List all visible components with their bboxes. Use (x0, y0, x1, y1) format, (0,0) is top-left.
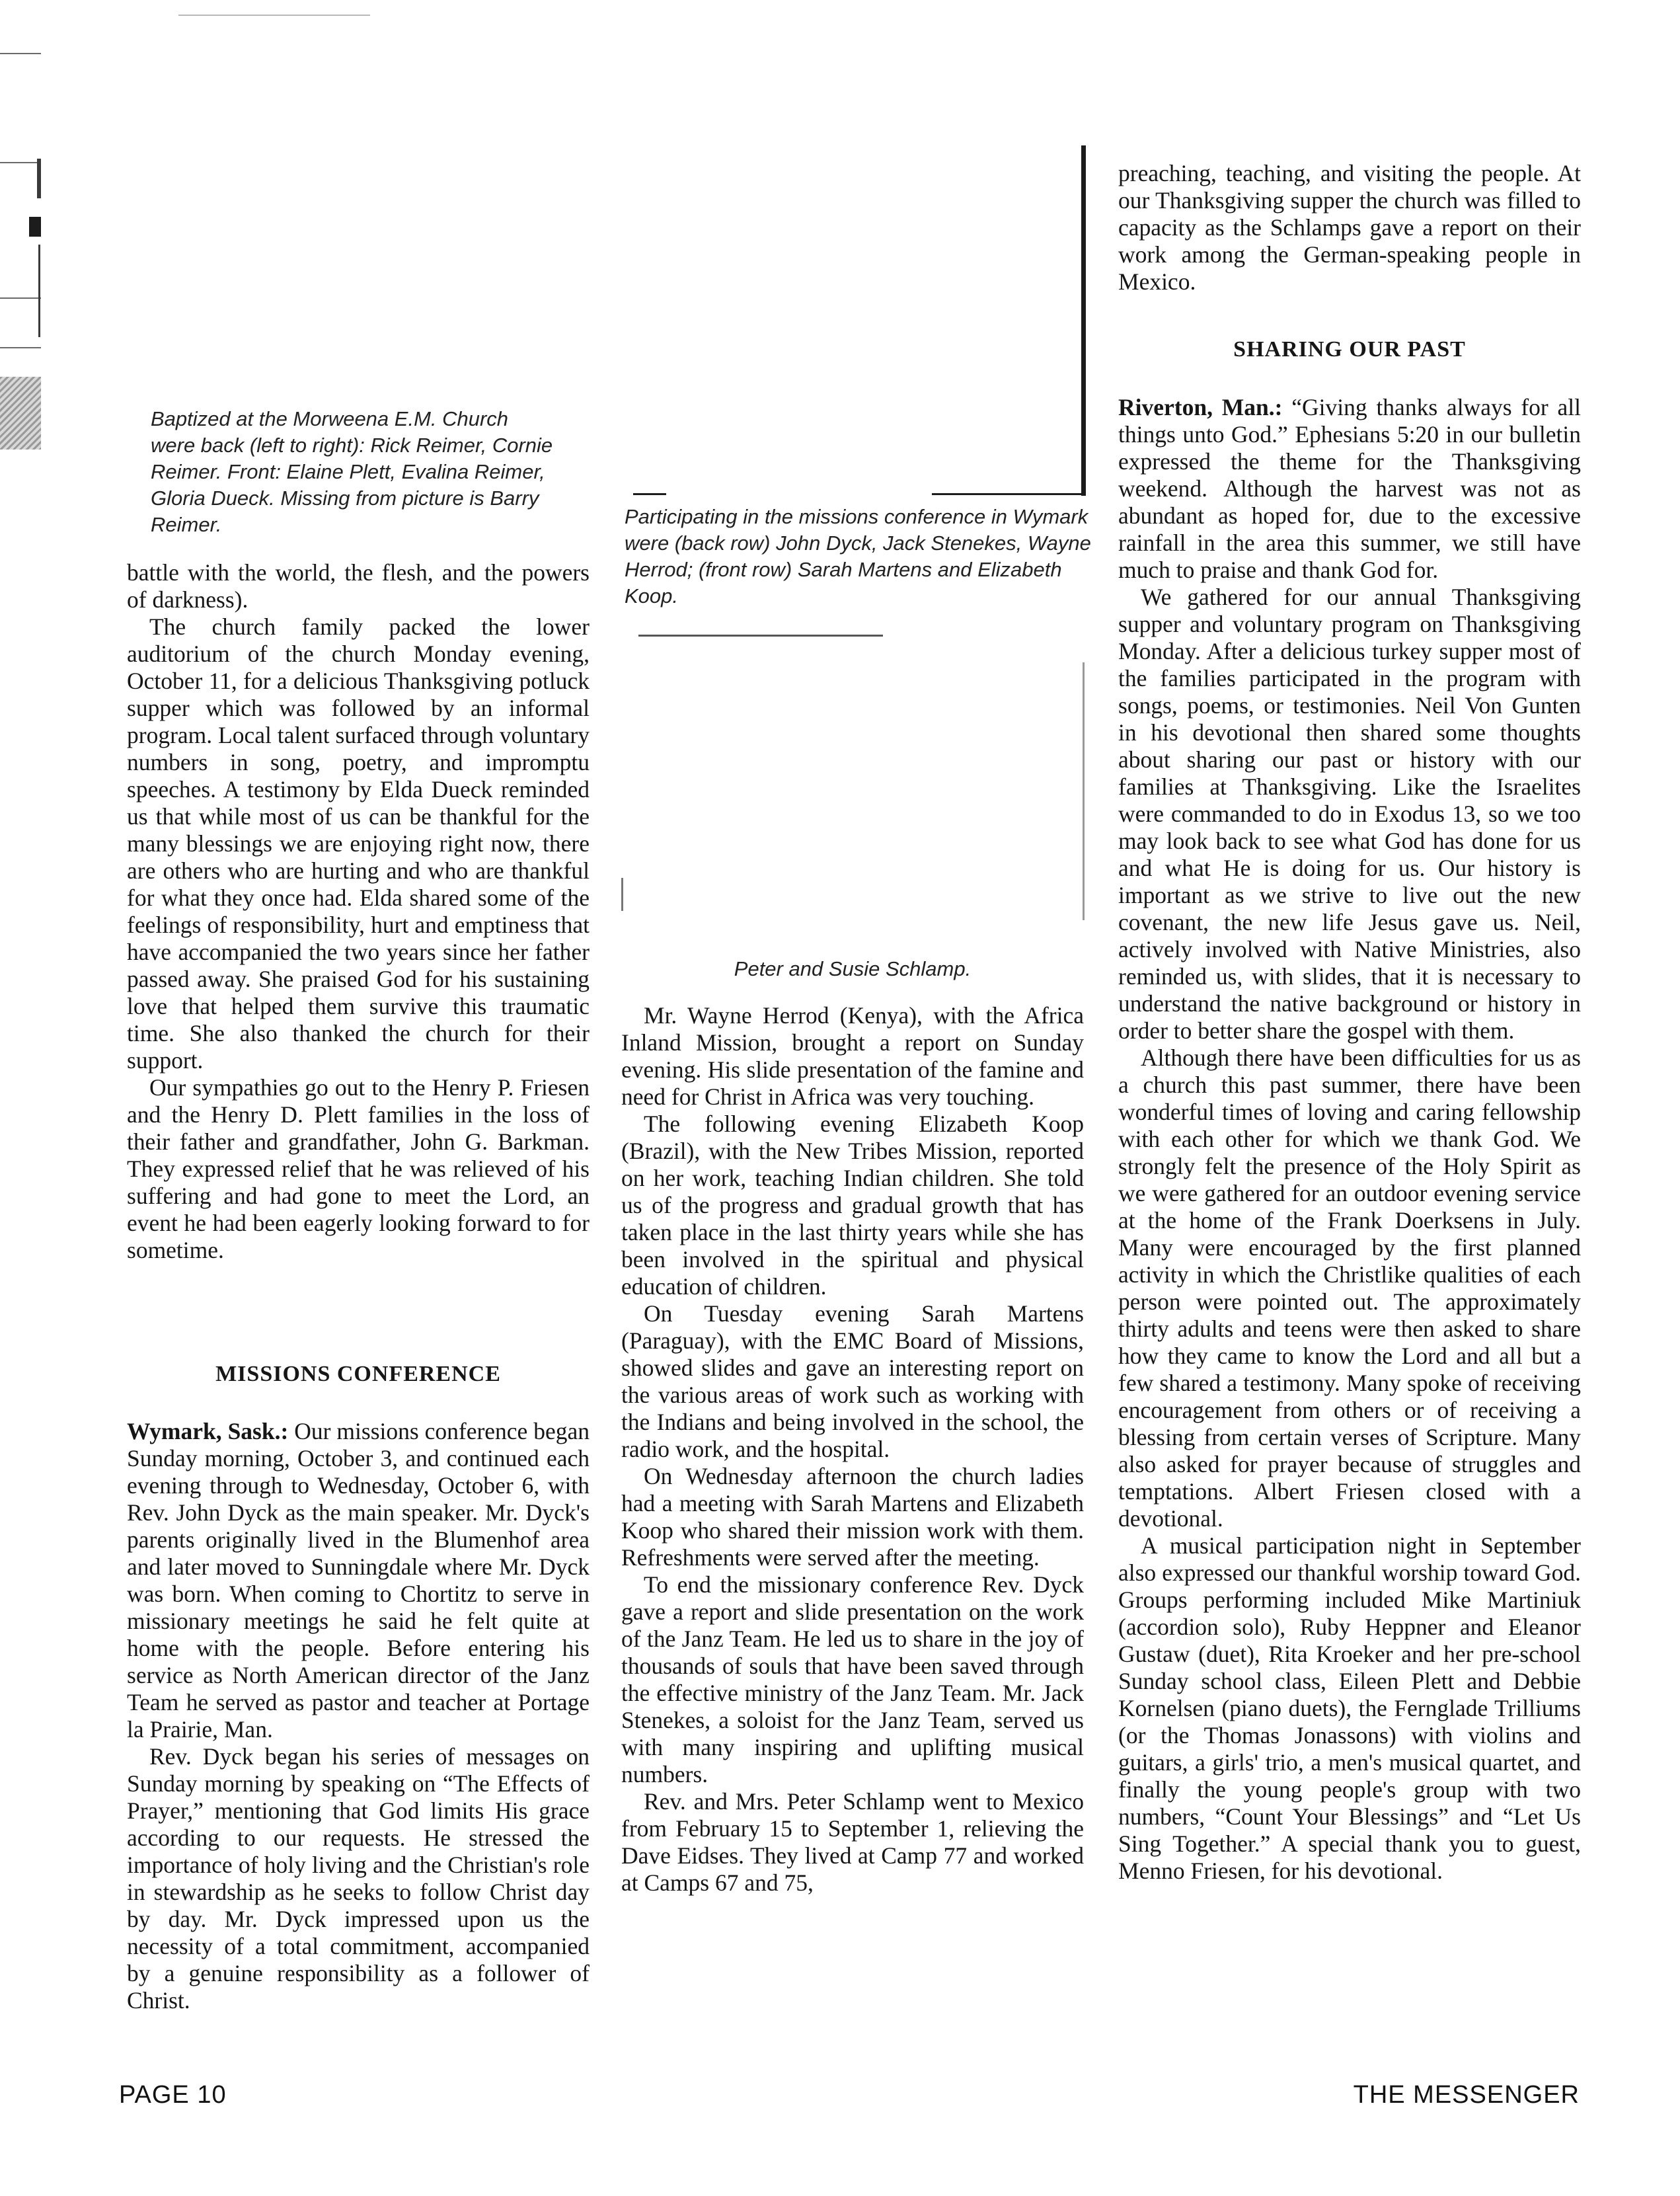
col3-paragraph: Although there have been difficulties for us as a church this past summer, there have been wonderful times of loving and caring fellowship with each other for which we thank God. We strongly felt the presence of the Holy Spirit as we were gathered for an outdoor evening service at the home of the Frank Doerksens in July. Many were encouraged by the first planned activity in which the Christlike qualities of each person were pointed out. The approximately thirty adults and teens were then asked to share how they came to know the Lord and all but a few shared a testimony. Many spoke of receiving encouragement from others or of receiving a blessing from certain verses of Scripture. Many also asked for prayer because of struggles and temptations. Albert Friesen closed with a devotional. (1118, 1044, 1581, 1532)
caption-schlamp: Peter and Susie Schlamp. (734, 957, 972, 980)
heading-sharing-our-past: SHARING OUR PAST (1233, 337, 1466, 362)
photo-wymark-frame (615, 145, 1090, 496)
col1-paragraph: The church family packed the lower auditorium of the church Monday evening, October 11, for a delicious Thanksgiving potluck supper which was followed by an informal program. Local talent surfaced through voluntary numbers in song, poetry, and impromptu speeches. A testimony by Elda Dueck reminded us that while most of us can be thankful for the many blessings we are enjoying right now, there are others who are hurting and who are thankful for what they once had. Elda shared some of the feelings of responsibility, hurt and emptiness that have accompanied the two years since her father passed away. She praised God for his sustaining love that helped them survive this traumatic time. She also thanked the church for their support. (127, 613, 590, 1074)
col3-paragraph: preaching, teaching, and visiting the people. At our Thanksgiving supper the church was filled to capacity as the Schlamps gave a report on their work among the German-speaking people in Mexico. (1118, 160, 1581, 295)
col1-paragraph: Our sympathies go out to the Henry P. Friesen and the Henry D. Plett families in the loss of their father and grandfather, John G. Barkman. They expressed relief that he was relieved of his suffering and had gone to meet the Lord, an event he had been eagerly looking forward to for sometime. (127, 1074, 590, 1263)
col2-paragraph: On Tuesday evening Sarah Martens (Paraguay), with the EMC Board of Missions, showed slides and gave an interesting report on the various areas of work such as working with the Indians and being involved in the school, the radio work, and the hospital. (621, 1300, 1084, 1462)
photo-schlamp-frame (621, 633, 1084, 944)
col3-paragraph: We gathered for our annual Thanksgiving supper and voluntary program on Thanksgiving Monday. After a delicious turkey supper most of the families participated in the program with songs, poems, or testimonies. Neil Von Gunten in his devotional then shared some thoughts about sharing our past or history with our families at Thanksgiving. Like the Israelites were commanded to do in Exodus 13, so we too may look back to see what God has done for us and what He is doing for us. Our history is important as we strive to live out the new covenant, the new life Jesus gave us. Neil, actively involved with Native Ministries, also reminded us, with slides, that it is necessary to understand the native background or history in order to better share the gospel with them. (1118, 584, 1581, 1044)
column-3 (1118, 394, 1581, 1885)
col3-paragraph: A musical participation night in September also expressed our thankful worship toward God. Groups performing included Mike Martiniuk (accordion solo), Ruby Heppner and Eleanor Gustaw (duet), Rita Kroeker and her pre-school Sunday school class, Eileen Plett and Debbie Kornelsen (piano duets), the Fernglade Trilliums (or the Thomas Jonassons) with violins and guitars, a girls' trio, a men's musical quartet, and finally the young people's group with two numbers, “Count Your Blessings” and “Let Us Sing Together.” A special thank you to guest, Menno Friesen, for his devotional. (1118, 1532, 1581, 1884)
caption-morweena: Baptized at the Morweena E.M. Church were back (left to right): Rick Reimer, Cornie Reimer. Front: Elaine Plett, Evalina Reimer, Gloria Dueck. Missing from picture is Barry Reimer. (151, 407, 553, 536)
column-3-top (1118, 160, 1581, 295)
caption-wymark: Participating in the missions conference in Wymark were (back row) John Dyck, Jack Stenekes, Wayne Herrod; (front row) Sarah Martens and Elizabeth Koop. (625, 505, 1091, 608)
column-2 (621, 1002, 1084, 1897)
col2-paragraph: To end the missionary conference Rev. Dyck gave a report and slide presentation on the work of the Janz Team. He led us to share in the joy of thousands of souls that have been saved through the effective ministry of the Janz Team. Mr. Jack Stenekes, a soloist for the Janz Team, served us with many inspiring and uplifting musical numbers. (621, 1571, 1084, 1787)
col1-paragraph: Rev. Dyck began his series of messages on Sunday morning by speaking on “The Effects of Prayer,” mentioning that God limits His grace according to our requests. He stressed the importance of holy living and the Christian's role in stewardship as he seeks to follow Christ day by day. Mr. Dyck impressed upon us the necessity of a total commitment, accompanied by a genuine responsibility as a follower of Christ. (127, 1743, 590, 2014)
page-number: PAGE 10 (119, 2081, 227, 2109)
col3-paragraph: Riverton, Man.: “Giving thanks always for all things unto God.” Ephesians 5:20 in our bulletin expressed the theme for the Thanksgiving weekend. Although the harvest was not as abundant as hoped for, due to the excessive rainfall in the area this summer, we still have much to praise and thank God for. (1118, 394, 1582, 583)
scan-left-edge (0, 46, 41, 403)
dateline-riverton: Riverton, Man.: (1118, 394, 1283, 420)
scan-top-line (178, 15, 370, 16)
col2-paragraph: Rev. and Mrs. Peter Schlamp went to Mexico from February 15 to September 1, relieving the Dave Eidses. They lived at Camp 77 and worked at Camps 67 and 75, (621, 1788, 1084, 1896)
col2-paragraph: Mr. Wayne Herrod (Kenya), with the Africa Inland Mission, brought a report on Sunday evening. His slide presentation of the famine and need for Christ in Africa was very touching. (621, 1002, 1084, 1110)
col2-paragraph: On Wednesday afternoon the church ladies had a meeting with Sarah Martens and Elizabeth Koop who shared their mission work with them. Refreshments were served after the meeting. (621, 1463, 1084, 1571)
col1-paragraph: Wymark, Sask.: Our missions conference began Sunday morning, October 3, and continued each evening through to Wednesday, October 6, with Rev. John Dyck as the main speaker. Mr. Dyck's parents originally lived in the Blumenhof area and later moved to Sunningdale where Mr. Dyck was born. When coming to Chortitz to serve in missionary meetings he said he felt quite at home with the people. Before entering his service as North American director of the Janz Team he served as pastor and teacher at Portage la Prairie, Man. (127, 1418, 590, 1743)
heading-missions-conference: MISSIONS CONFERENCE (215, 1362, 501, 1386)
publication-name: THE MESSENGER (1353, 2081, 1580, 2109)
col1-paragraph: battle with the world, the flesh, and the powers of darkness). (127, 559, 590, 613)
column-1-lower (127, 1418, 590, 2014)
column-1 (127, 559, 590, 1264)
dateline-wymark: Wymark, Sask.: (127, 1418, 289, 1444)
col2-paragraph: The following evening Elizabeth Koop (Brazil), with the New Tribes Mission, reported on her work, teaching Indian children. She told us of the progress and gradual growth that has taken place in the last thirty years while she has been involved in the spiritual and physical education of children. (621, 1111, 1084, 1300)
